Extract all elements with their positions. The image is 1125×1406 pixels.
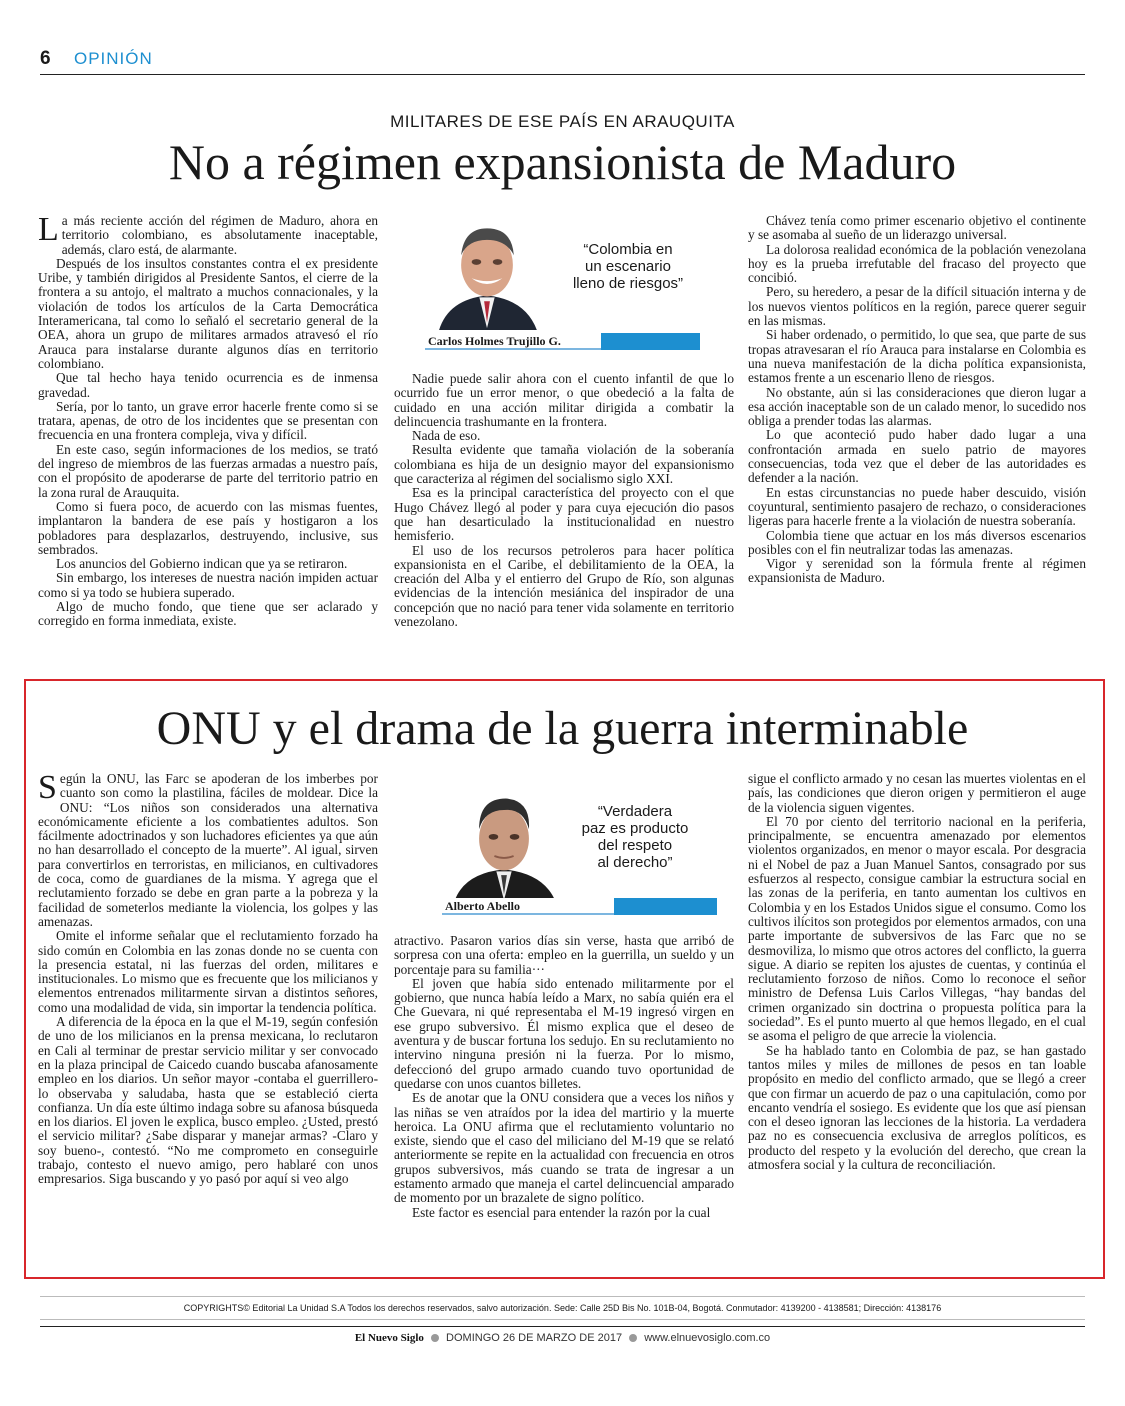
paragraph: Es de anotar que la ONU considera que a veces los niños y las niñas se ven atraídos por la idea del martirio y la muerte heroica. La ONU afirma que el reclutamiento voluntario no existe, siendo que el caso del miliciano del M-19 que se relató anteriormente se repite en la actualidad con frecuencia en otros grupos subversivos, más cuando se trata de ingresar a un estamento armado que maneja el cartel delincuencial amparado de momento por un brazalete de signo político.: [394, 1090, 734, 1206]
paragraph: En estas circunstancias no puede haber descuido, visión coyuntural, sentimiento pasajero de rechazo, o consideraciones ligeras para hacerle frente a la violación de nuestra soberanía.: [748, 484, 1086, 529]
article2-column-3: [748, 772, 1086, 1262]
article1-author-name: Carlos Holmes Trujillo G.: [428, 334, 561, 348]
article1-column-3: [748, 214, 1086, 659]
paragraph: Omite el informe señalar que el reclutamiento forzado ha sido común en Colombia en las zonas donde no se cuenta con la presencia estatal, ni las fuerzas del orden, militares e institucionales. Lo mismo que es frecuente que los milicianos y elementos entrenados militarmente sirvan a distintos señores, como una modalidad de vida, sin importar la tendencia política.: [38, 928, 378, 1015]
paragraph: Nadie puede salir ahora con el cuento infantil de que lo ocurrido fue un error menor, o que obedeció a la falta de cuidado en una acción militar dirigida a combatir la delincuencia trashumante en la frontera.: [394, 371, 734, 429]
paragraph: Sin embargo, los intereses de nuestra nación impiden actuar como si ya todo se hubiera superado.: [38, 570, 378, 600]
paragraph: Después de los insultos constantes contra el ex presidente Uribe, y también dirigidos al Presidente Santos, el cierre de la frontera a su antojo, el maltrato a muchos connacionales, y la violación de todos los artículos de la Carta Democrática Interamericana, tal como lo señaló el secretario general de la OEA, ahora un grupo de militares armados atravesó el río Arauca para instalarse durante algunos días en territorio colombiano.: [38, 255, 378, 371]
paragraph: Se ha hablado tanto en Colombia de paz, se han gastado tantos miles y miles de millones de pesos en tan loable propósito en medio del conflicto armado, que se llegó a creer que con firmar un acuerdo de paz o una capitulación, como por encanto vendría el sosiego. Es evidente que los que así piensan con el deseo ignoran las lecciones de la historia. La verdadera paz no es consecuencia exclusiva de arreglos políticos, es producto del respeto y la evolución del derecho, que crean la atmosfera social y la cultura de reconciliación.: [748, 1042, 1086, 1173]
paragraph: El uso de los recursos petroleros para hacer política expansionista en el Caribe, el debilitamiento de la OEA, la creación del Alba y el entierro del Grupo de Río, son algunas evidencias de la intención mesiánica del inspirador de una concepción que no nació para tener vida solamente en territorio venezolano.: [394, 542, 734, 630]
bullet-icon: [629, 1334, 637, 1342]
paragraph: No obstante, aún si las consideraciones que dieron lugar a esa acción inaceptable son de un calado menor, lo sucedido nos obliga a prender todas las alarmas.: [748, 384, 1086, 429]
article1-column-1: [38, 211, 378, 659]
paragraph: Resulta evidente que tamaña violación de la soberanía colombiana es hija de un designio mayor del expansionismo que caracteriza al régimen del socialismo siglo XXI.: [394, 442, 734, 487]
footer-divider: [40, 1326, 1085, 1327]
paragraph: Algo de mucho fondo, que tiene que ser aclarado y corregido en forma inmediata, existe.: [38, 599, 378, 629]
article1-headline: No a régimen expansionista de Maduro: [168, 134, 957, 190]
paragraph: Los anuncios del Gobierno indican que ya se retiraron.: [56, 556, 348, 572]
page-header: [40, 48, 1085, 75]
article2-dropcap: S: [38, 769, 57, 806]
article1-kicker: MILITARES DE ESE PAÍS EN ARAUQUITA: [390, 112, 735, 131]
article2-headline: ONU y el drama de la guerra interminable: [156, 702, 969, 755]
page-number: 6: [40, 48, 51, 69]
paragraph: Vigor y serenidad son la fórmula frente al régimen expansionista de Maduro.: [748, 556, 1086, 586]
author-photo: [444, 787, 564, 902]
article2-author-box: [442, 787, 742, 922]
article2-col1-p0: Según la ONU, las Farc se apoderan de los imberbes por cuanto son como la plastilina, fáciles de moldear. Dice la ONU: “Los niños son considerados una alternativa económicamente eficiente a los combatientes adultos. Son fácilmente adoctrinados y son luchadores eficientes ya que aún no han desarrollado el concepto de la muerte”. Al igual, sirven para convertirlos en terroristas, en milicianos, en cultivadores de coca, como de guardianes de la misma. Y agrega que el reclutamiento forzado se debe en gran parte a la pobreza y la facilidad de someterlos mediante la violencia, los golpes y las amenazas.: [38, 769, 378, 929]
article1-col1-p0: La más reciente acción del régimen de Maduro, ahora en territorio colombiano, es absolutamente inaceptable, además, claro está, de alarmante.: [38, 211, 378, 257]
paragraph: Este factor es esencial para entender la razón por la cual: [412, 1204, 711, 1220]
paragraph: Chávez tenía como primer escenario objetivo el continente y se asomaba al sueño de un liderazgo universal.: [748, 213, 1086, 243]
paragraph: A diferencia de la época en la que el M-19, según confesión de uno de los milicianos en la prensa mexicana, lo reclutaron en Cali al terminar de prestar servicio militar y ser convocado en la plaza principal de Caicedo cuando buscaba afanosamente empleo en los diarios. Un señor mayor -contaba el guerrillero- lo observaba y saludaba, hasta que se estableció cierta confianza. Un día este último indaga sobre su afanosa búsqueda en los diarios. El joven le explica, busco empleo. ¿Usted, prestó el servicio militar? ¿Sabe disparar y manejar armas? -Claro y soy bueno-, contestó. “No me comprometo en conseguirle trabajo, contesto el nuevo amigo, pero hablaré con unos empresarios. Siga buscando y yo pasó por aquí si veo algo: [38, 1014, 378, 1187]
paragraph: La dolorosa realidad económica de la población venezolana hoy es la prueba irrefutable del fracaso del proyecto que concibió.: [748, 241, 1086, 286]
paragraph: Sería, por lo tanto, un grave error hacerle frente como si se tratara, apenas, de otro de los incidentes que se presentan con frecuencia en una frontera compleja, viva y difícil.: [38, 398, 378, 443]
bullet-icon: [431, 1334, 439, 1342]
article2-column-2: [394, 934, 734, 1264]
author-photo: [427, 215, 547, 330]
footer-info: [0, 1332, 1125, 1344]
paragraph: Lo que aconteció pudo haber dado lugar a una confrontación armada en suelo patrio de mayores consecuencias, toda vez que el deber de las autoridades es defender a la nación.: [748, 427, 1086, 486]
article1-author-box: [425, 215, 725, 355]
article1-column-2: [394, 372, 734, 662]
paragraph: Nada de eso.: [412, 428, 481, 444]
paragraph: Esa es la principal característica del proyecto con el que Hugo Chávez llegó al poder y para cuya ejecución dio pasos que han desarticulado la institucionalidad en nuestro hemisferio.: [394, 485, 734, 544]
article2-pull-quote: “Verdadera paz es producto del respeto al derecho”: [581, 803, 689, 871]
paragraph: Pero, su heredero, a pesar de la difícil situación interna y de los nuevos vientos políticos en la región, parece querer seguir en las mismas.: [748, 284, 1086, 329]
paragraph: atractivo. Pasaron varios días sin verse, hasta que arribó de sorpresa con una oferta: empleo en la guerrilla, un sueldo y un porcentaje para su familia···: [394, 933, 734, 977]
article2-column-1: [38, 769, 378, 1262]
article1-pull-quote: “Colombia en un escenario lleno de riesgos”: [572, 241, 684, 292]
article2-author-name: Alberto Abello: [445, 899, 520, 913]
issue-date: DOMINGO 26 DE MARZO DE 2017: [446, 1332, 623, 1344]
paragraph: En este caso, según informaciones de los medios, se trató del ingreso de miembros de las fuerzas armadas a nuestro país, con el propósito de apoderarse de parte del territorio patrio en la zona rural de Arauquita.: [38, 441, 378, 500]
paragraph: Colombia tiene que actuar en los más diversos escenarios posibles con el fin neutralizar todas las amenazas.: [748, 527, 1086, 557]
paragraph: Como si fuera poco, de acuerdo con las mismas fuentes, implantaron la bandera de ese país y hostigaron a los pobladores para desplazarlos, destruyendo, inclusive, sus sembrados.: [38, 498, 378, 557]
paragraph: Si haber ordenado, o permitido, lo que sea, que parte de sus tropas atravesaran el río Arauca para instalarse en Colombia es una nueva manifestación de la dicha política expansionista, estamos frente a un escenario lleno de riesgos.: [748, 327, 1086, 386]
paragraph: sigue el conflicto armado y no cesan las muertes violentas en el país, las condiciones que dieron origen y permitieron el auge de la violencia siguen vigentes.: [748, 771, 1086, 815]
author-name-bar: [425, 333, 700, 350]
website-link[interactable]: www.elnuevosiglo.com.co: [644, 1332, 771, 1344]
paragraph: El 70 por ciento del territorio nacional en la periferia, principalmente, se encuentra amenazado por elementos violentos organizados, en menor o mayor escala. Por desgracia ni el Nobel de paz a Juan Manuel Santos, consagrado por sus esfuerzos al respecto, consigue cambiar la estructura social en las zonas de la periferia, en tanto aumentan los cultivos en Colombia y en los Estados Unidos sigue el consumo. Como los cultivos ilícitos son protegidos por elementos armados, con una parte importante de subversivos de las Farc que no se desmoviliza, lo mismo que otros actores del conflicto, la guerra sigue. A diario se repiten los ajustes de cuentas, y continúa el reclutamiento forzoso de niños. Como lo reconoce el señor ministro de Defensa Luis Carlos Villegas, “hay bandas del crimen organizado sin doctrina o propuesta política para la sociedad”. Es el punto muerto al que hemos llegado, en el cual se asoma el peligro de que arrecie la violencia.: [748, 813, 1086, 1044]
section-label: OPINIÓN: [74, 49, 153, 68]
newspaper-brand: El Nuevo Siglo: [354, 1332, 424, 1344]
paragraph: El joven que había sido entenado militarmente por el gobierno, que nunca había leído a Marx, no sabía quién era el Che Guevara, ni qué representaba el M-19 ingresó virgen en ese grupo subversivo. Él mismo explica que el deseo de aventura y de buscar fortuna los sedujo. En su reclutamiento no intervino ninguna presión ni la fuerza. Por lo mismo, defeccionó del grupo armado cuando tuvo oportunidad de quedarse con unos cuantos billetes.: [394, 975, 734, 1091]
author-name-bar: [442, 898, 717, 915]
article1-dropcap: L: [38, 211, 59, 248]
copyright-line: COPYRIGHTS© Editorial La Unidad S.A Todos los derechos reservados, salvo autorización. Sede: Calle 25D Bis No. 101B-04, Bogotá. Conmutador: 4139200 - 4138581; Dirección: 4138176: [40, 1296, 1085, 1320]
paragraph: Que tal hecho haya tenido ocurrencia es de inmensa gravedad.: [38, 370, 378, 400]
